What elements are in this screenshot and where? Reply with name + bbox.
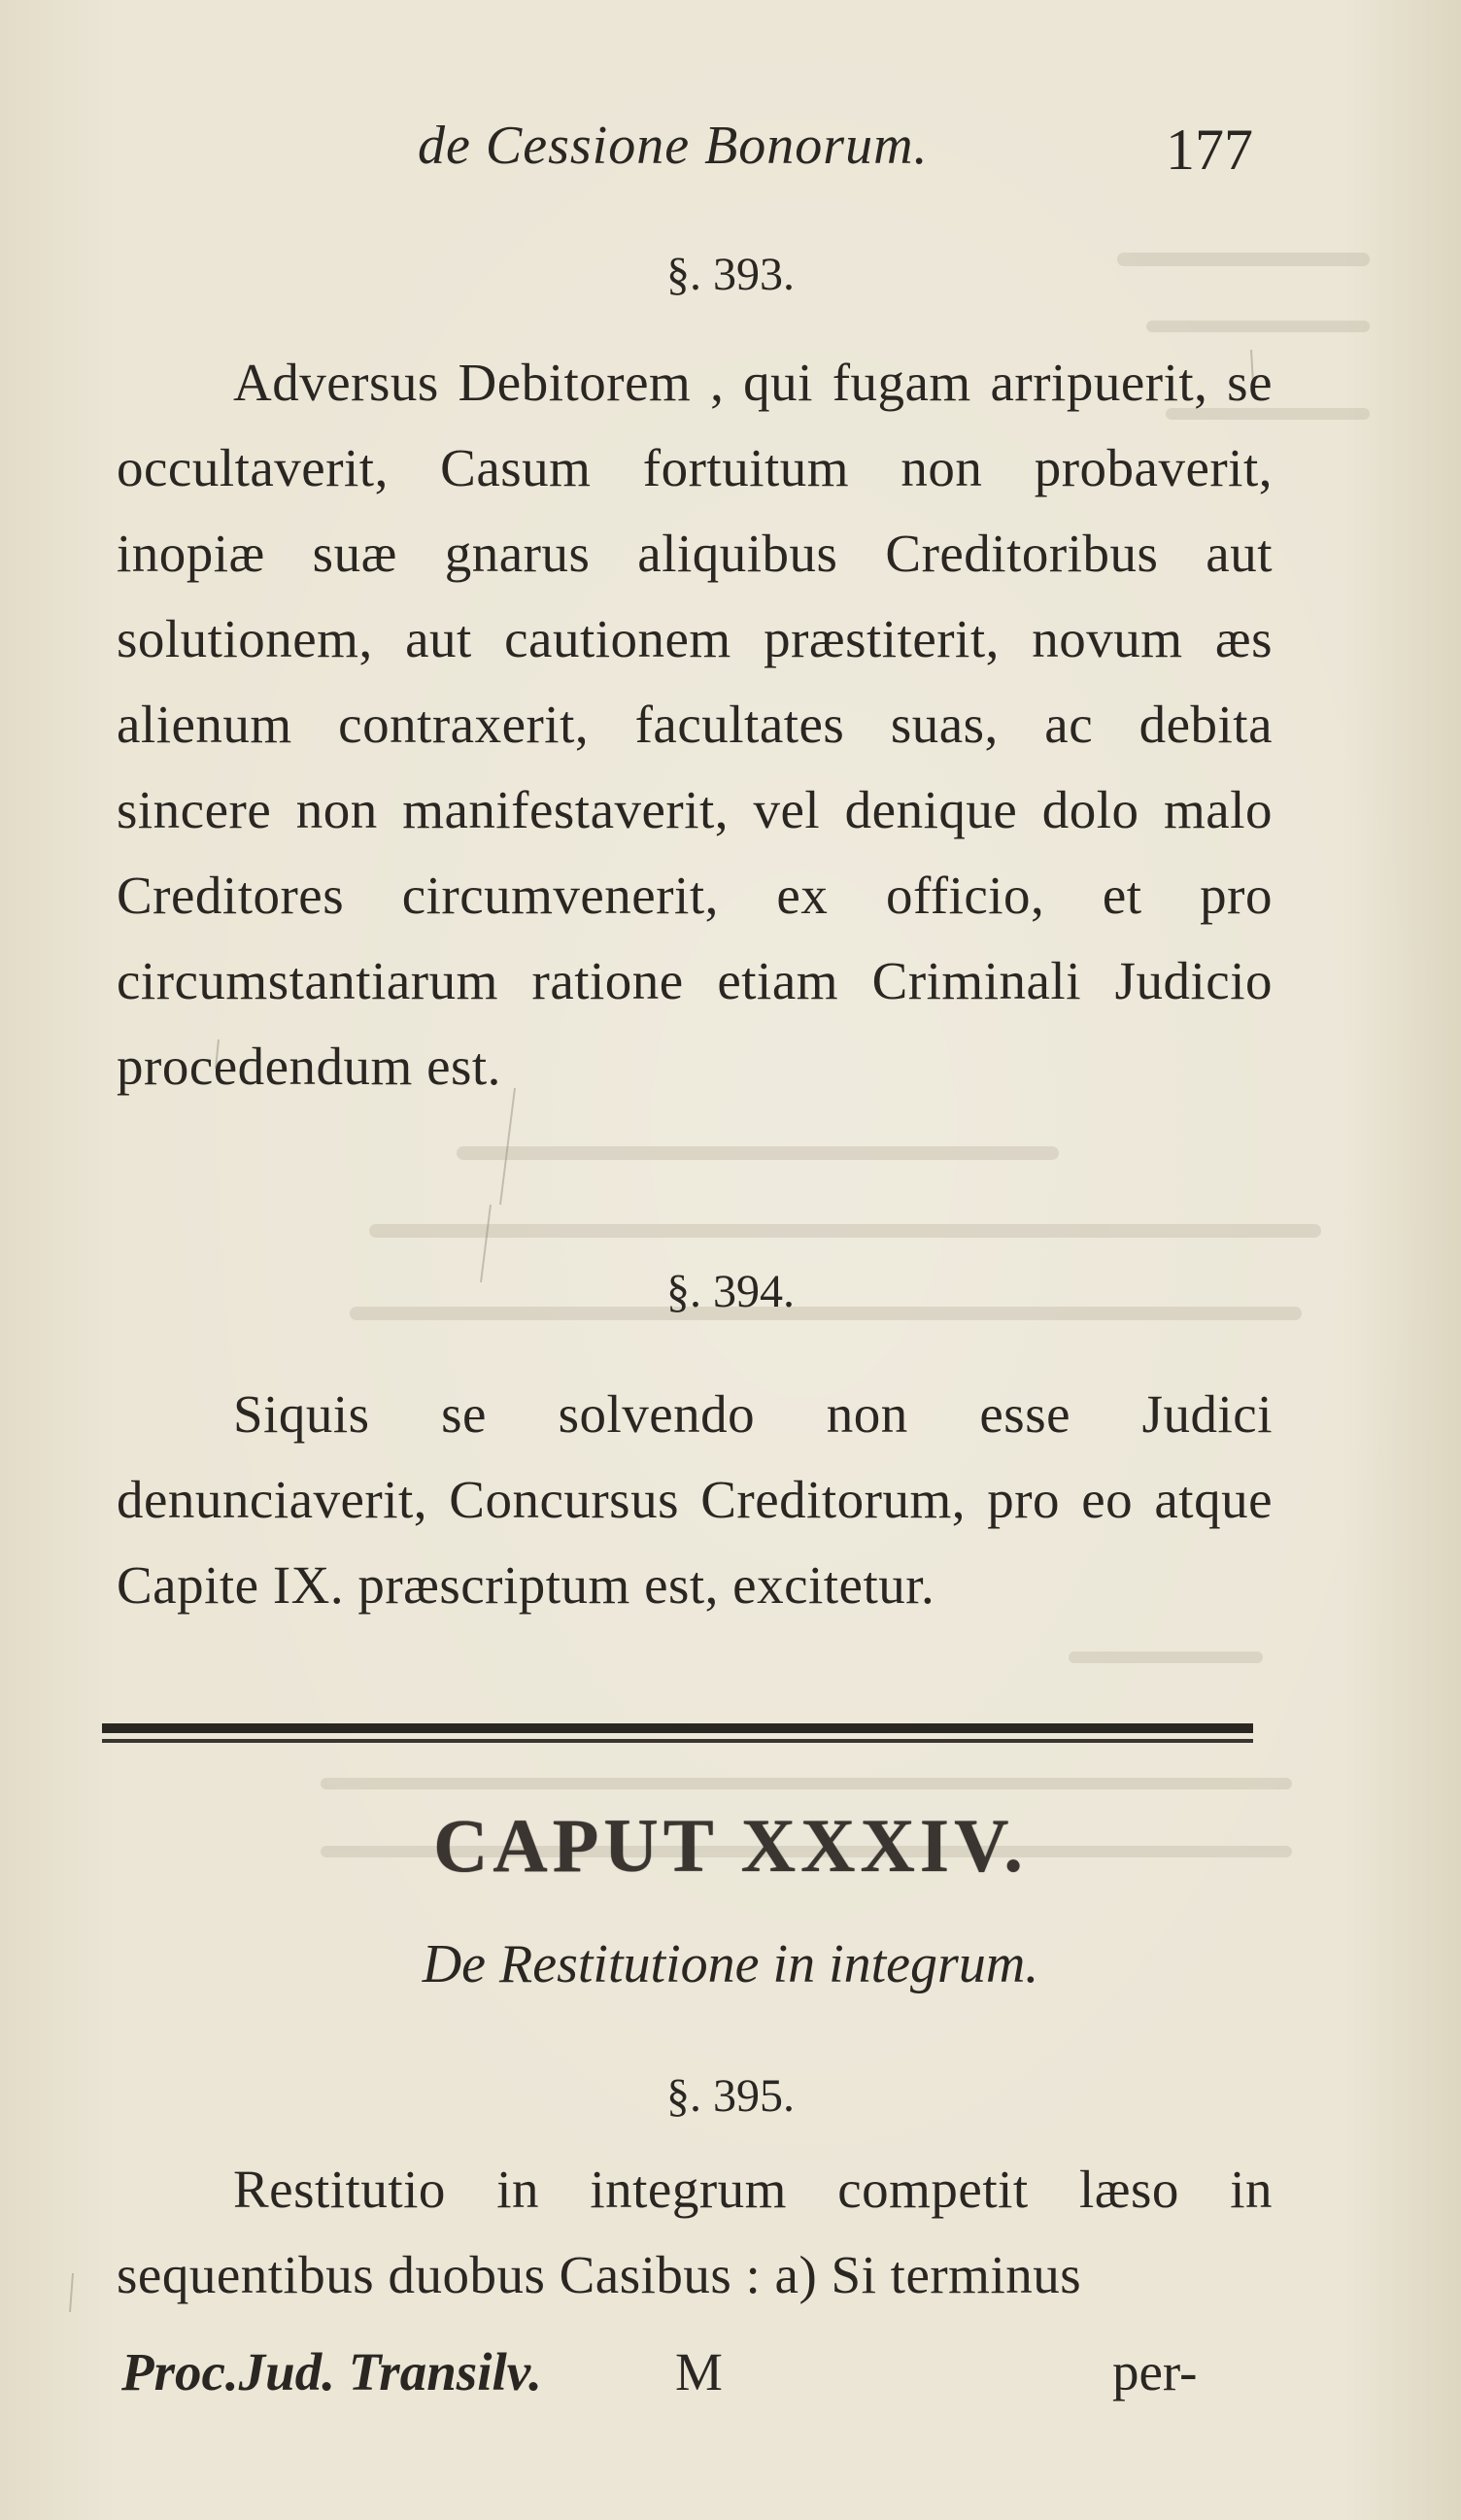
page-number: 177 <box>1166 118 1253 182</box>
catchword: per- <box>1112 2342 1198 2401</box>
sheet-signature-mark: M <box>675 2342 723 2401</box>
paragraph-395: Restitutio in integrum competit læso in sequentibus duobus Casibus : a) Si terminus <box>117 2160 1273 2304</box>
paragraph-393: Adversus Debitorem , qui fugam arripuerit, se occultaverit, Casum fortuitum non probaverit, inopiæ suæ gnarus aliquibus Creditoribus aut solutionem, aut cautionem præstiterit, novum æs alienum contraxerit, facultates suas, ac debita sincere non manifestaverit, vel denique dolo malo Creditores circumvenerit, ex officio, et pro circumstantiarum ratione etiam Criminali Judicio procedendum est. <box>117 353 1273 1096</box>
chapter-title: CAPUT XXXIV. <box>433 1803 1028 1888</box>
section-mark-394: §. 394. <box>666 1266 795 1317</box>
section-mark-395: §. 395. <box>666 2070 795 2122</box>
chapter-divider-thin <box>102 1739 1253 1743</box>
running-title: de Cessione Bonorum. <box>418 116 929 176</box>
section-mark-393: §. 393. <box>666 249 795 300</box>
signature-line: Proc.Jud. Transilv. <box>121 2342 542 2401</box>
paragraph-394: Siquis se solvendo non esse Judici denunciaverit, Concursus Creditorum, pro eo atque Capite IX. præscriptum est, excitetur. <box>117 1384 1273 1615</box>
chapter-divider-thick <box>102 1723 1253 1733</box>
chapter-subtitle: De Restitutione in integrum. <box>422 1934 1039 1994</box>
